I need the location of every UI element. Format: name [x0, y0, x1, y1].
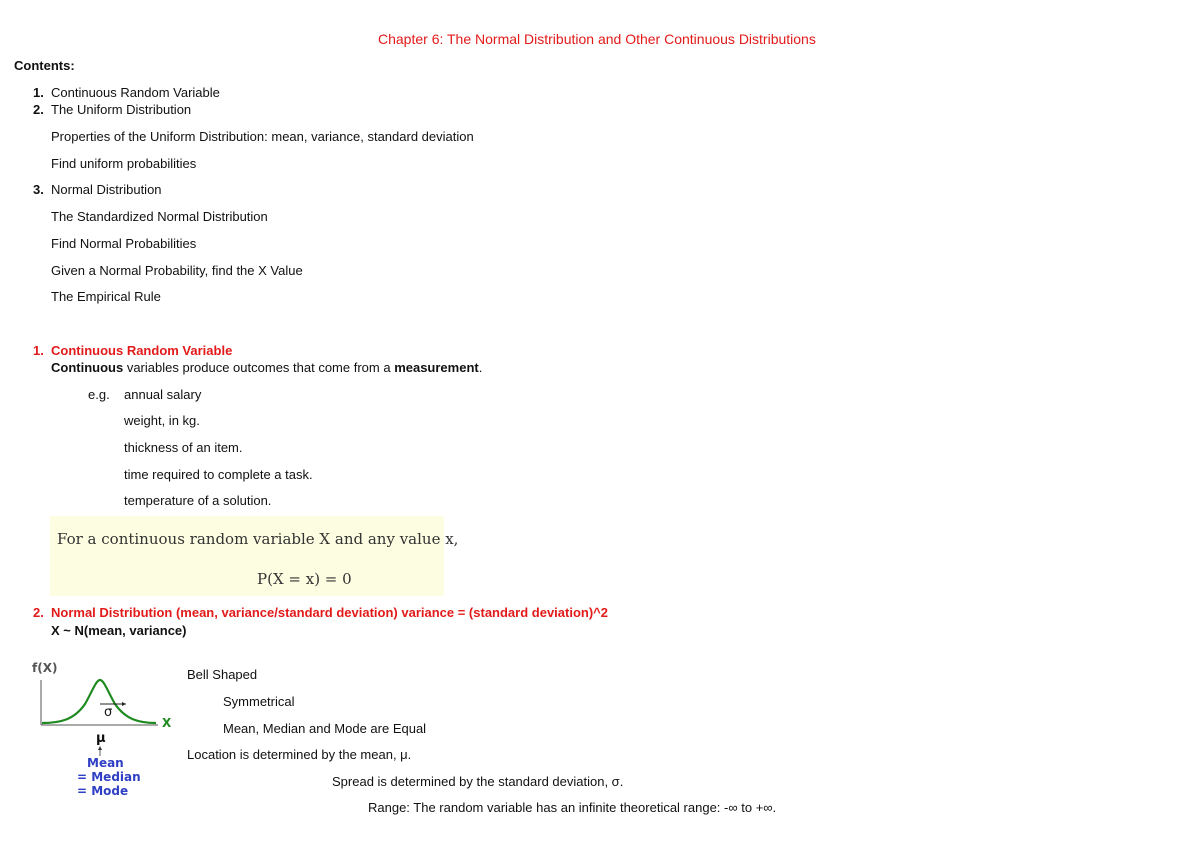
contents-subitem: The Standardized Normal Distribution	[51, 209, 268, 224]
contents-item-label: Normal Distribution	[51, 182, 162, 197]
legend-median: = Median	[77, 770, 141, 784]
contents-subitem: Given a Normal Probability, find the X Value	[51, 263, 303, 278]
contents-item-number: 3.	[33, 182, 44, 197]
property-item: Symmetrical	[223, 694, 295, 709]
sigma-label: σ	[104, 705, 113, 720]
contents-heading: Contents:	[14, 58, 75, 73]
section2-title: Normal Distribution (mean, variance/standard deviation) variance = (standard deviation)^2	[51, 605, 608, 620]
section1-heading	[33, 343, 232, 358]
figure-xlabel: X	[162, 716, 172, 730]
legend-mean: Mean	[87, 756, 124, 770]
example-item: time required to complete a task.	[124, 467, 313, 482]
page-title: Chapter 6: The Normal Distribution and Other Continuous Distributions	[378, 31, 816, 47]
contents-subitem: Find uniform probabilities	[51, 156, 197, 171]
contents-subitem: The Empirical Rule	[51, 289, 161, 304]
contents-item-label: The Uniform Distribution	[51, 102, 192, 117]
example-item: thickness of an item.	[124, 440, 243, 455]
example-item: weight, in kg.	[124, 413, 200, 428]
property-item: Spread is determined by the standard deviation, σ.	[332, 774, 624, 789]
formula-equation: P(X = x) = 0	[257, 570, 352, 588]
formula-statement: For a continuous random variable X and any value x,	[57, 530, 459, 548]
mean-pointer-head	[98, 746, 102, 750]
contents-item-number: 2.	[33, 102, 44, 117]
eg-label: e.g.	[88, 387, 110, 402]
property-item: Bell Shaped	[187, 667, 258, 682]
figure-ylabel: f(X)	[32, 661, 58, 675]
section2-number: 2.	[33, 605, 44, 620]
sigma-arrow-head	[122, 702, 126, 706]
example-item: temperature of a solution.	[124, 493, 272, 508]
contents-item-2	[33, 102, 191, 117]
bell-curve	[42, 680, 156, 723]
section1-number: 1.	[33, 343, 44, 358]
contents-subitem: Find Normal Probabilities	[51, 236, 197, 251]
contents-item-1	[33, 85, 220, 100]
contents-item-label: Continuous Random Variable	[51, 85, 220, 100]
intro-text: variables produce outcomes that come from a	[123, 360, 395, 375]
example-item: annual salary	[124, 387, 202, 402]
property-item: Mean, Median and Mode are Equal	[223, 721, 427, 736]
section1-title: Continuous Random Variable	[51, 343, 233, 358]
section1-intro	[51, 360, 482, 375]
formula-box	[50, 516, 459, 596]
property-item: Location is determined by the mean, μ.	[187, 747, 412, 762]
intro-bold-term: Continuous	[51, 360, 124, 375]
section2-subheading: X ~ N(mean, variance)	[51, 623, 187, 638]
contents-item-number: 1.	[33, 85, 44, 100]
intro-bold-measurement: measurement	[394, 360, 479, 375]
mu-label: μ	[96, 731, 106, 746]
intro-end: .	[478, 360, 483, 375]
section2-heading	[33, 605, 608, 620]
legend-mode: = Mode	[77, 784, 129, 798]
contents-subitem: Properties of the Uniform Distribution: mean, variance, standard deviation	[51, 129, 474, 144]
property-item: Range: The random variable has an infinite theoretical range: -∞ to +∞.	[368, 800, 777, 815]
contents-item-3	[33, 182, 162, 197]
